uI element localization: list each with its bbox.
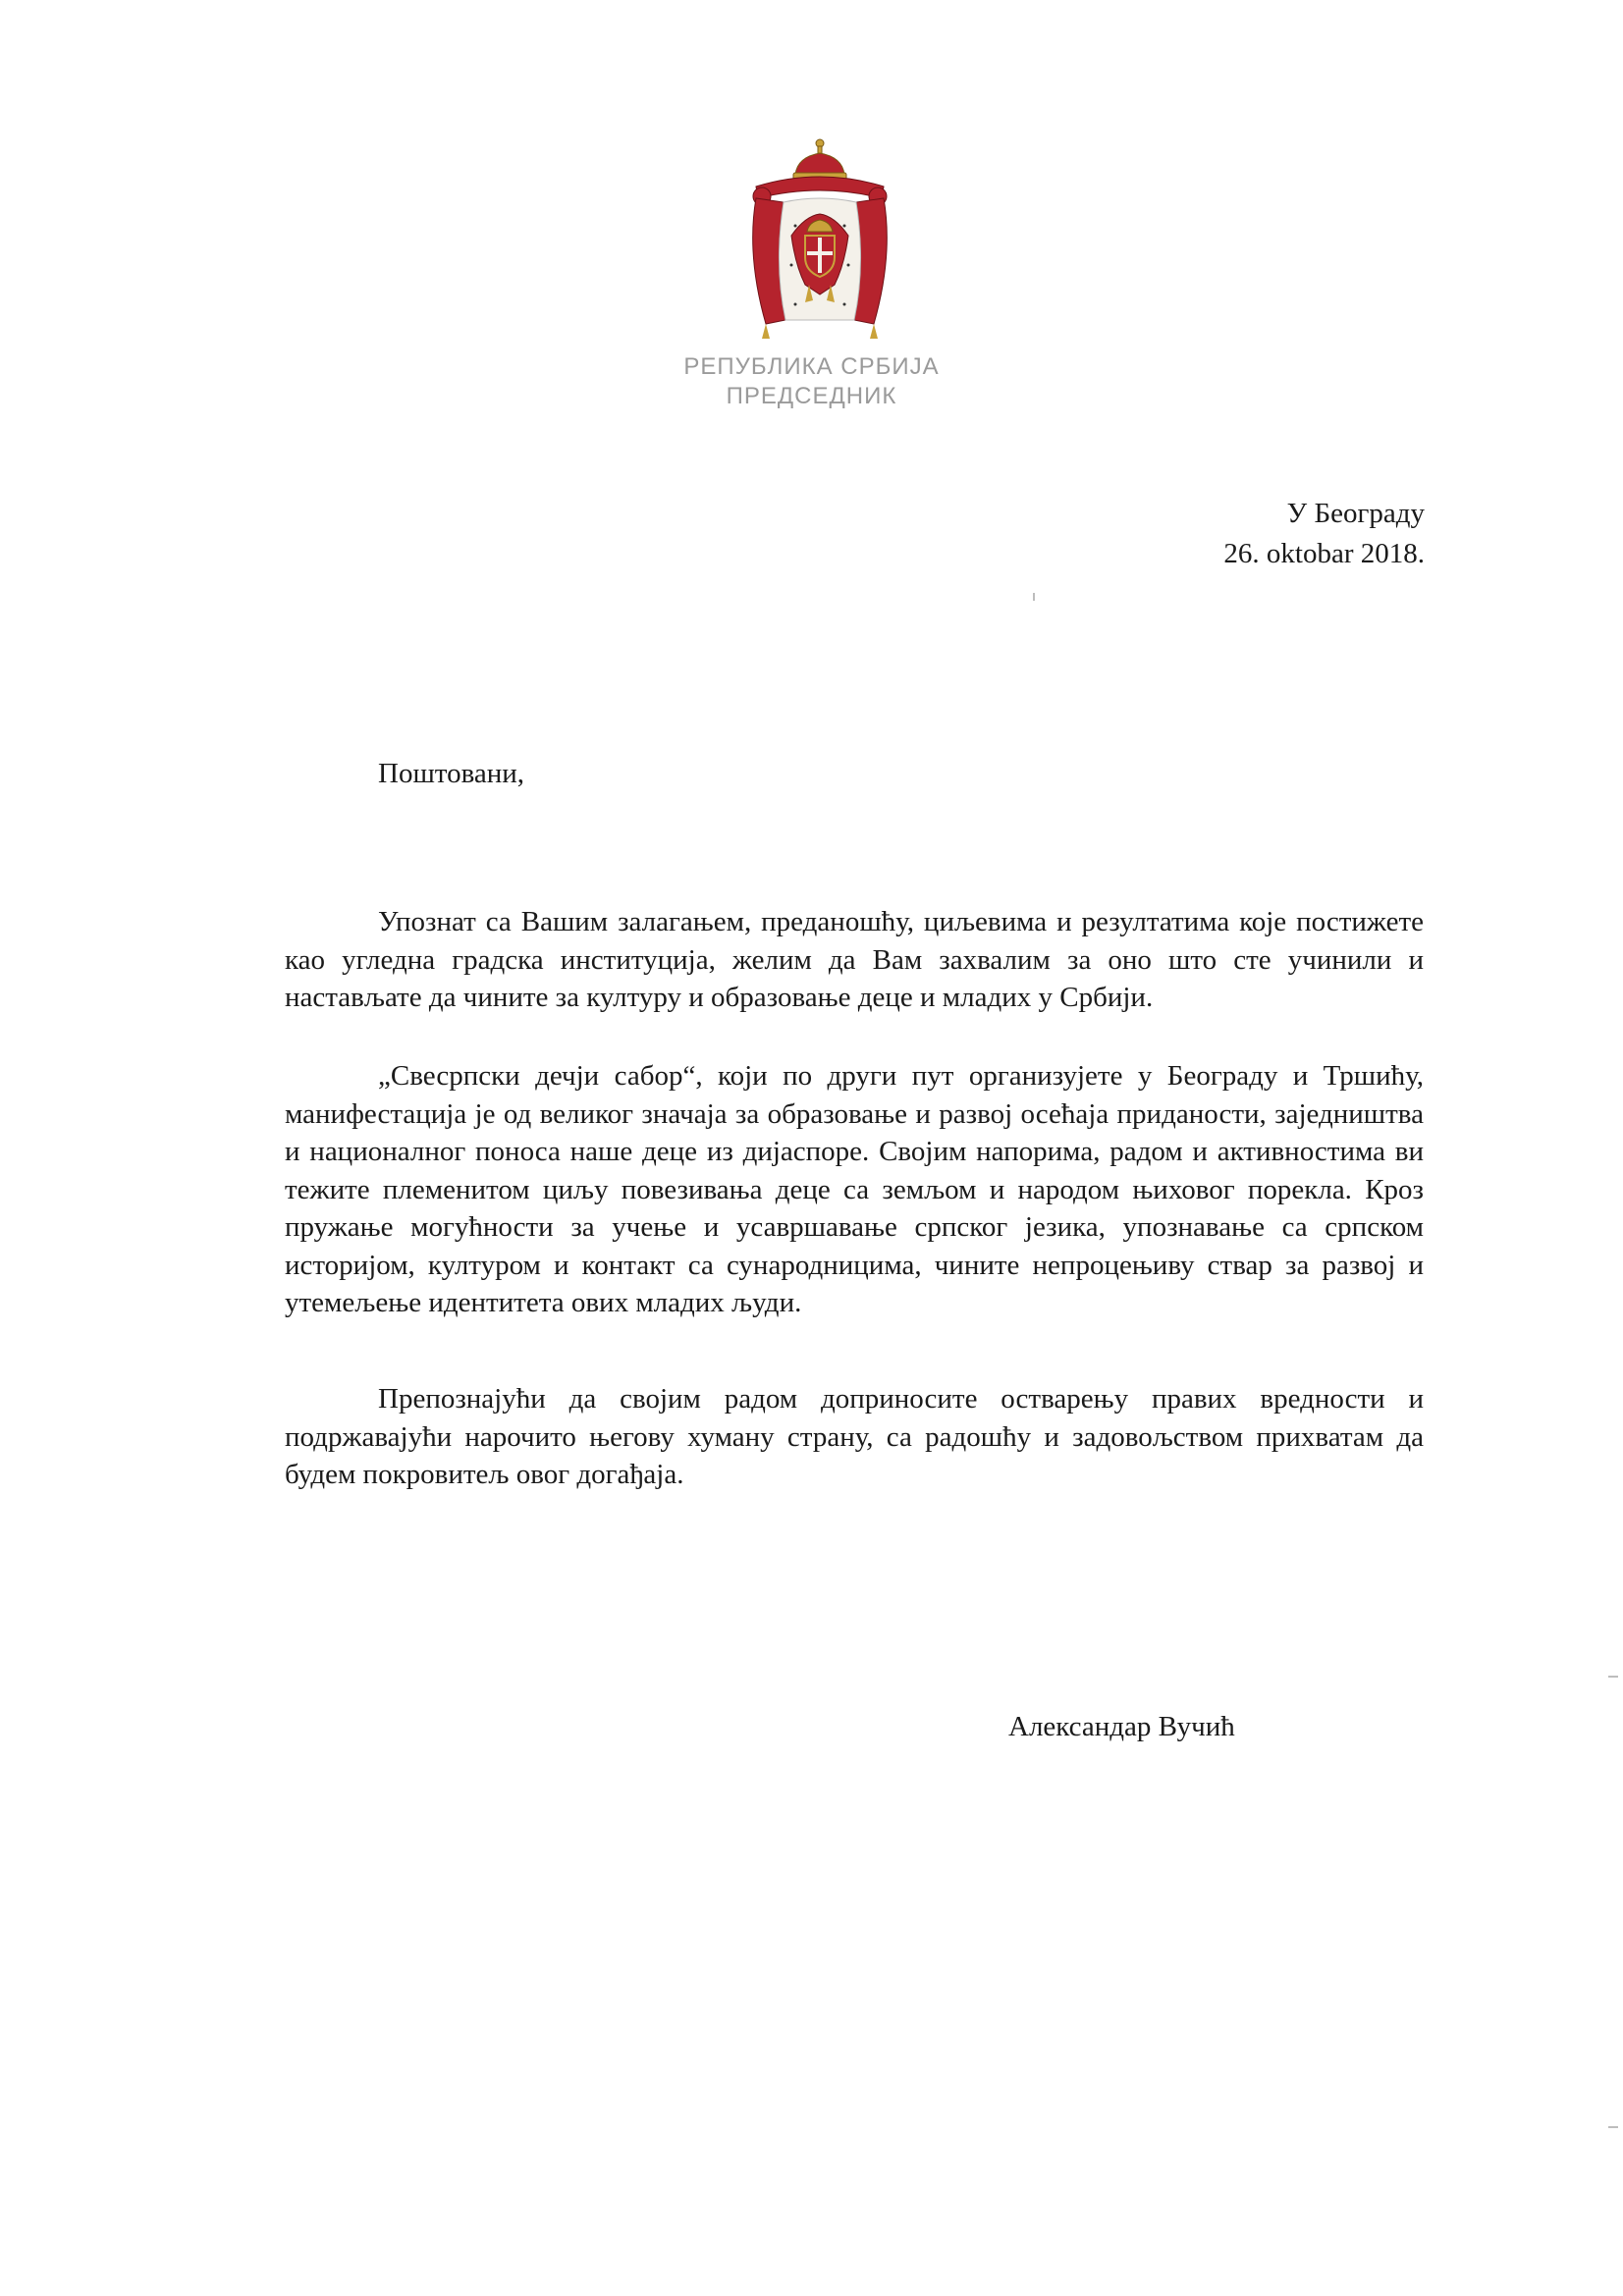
- scan-speck: [1033, 593, 1035, 601]
- letter-place: У Београду: [1286, 498, 1425, 529]
- body-paragraph-1: Упознат са Вашим залагањем, преданошћу, циљевима и резултатима које постижете као угледна градска институција, желим да Вам захвалим за оно што сте учинили и настављате да чините за културу и образовање деце и младих у Србији.: [285, 906, 1424, 1013]
- letterhead-office: ПРЕДСЕДНИК: [726, 383, 897, 409]
- signature-name: Александар Вучић: [1008, 1711, 1235, 1742]
- body-paragraph-3: Препознајући да својим радом доприносите остварењу правих вредности и подржавајући нарочито његову хуману страну, са радошћу и задовољством прихватам да будем покровитељ овог догађаја.: [285, 1383, 1424, 1490]
- serbian-coat-of-arms-icon: [727, 137, 913, 344]
- letter-date: 26. oktobar 2018.: [1223, 538, 1425, 569]
- letter-salutation: Поштовани,: [378, 758, 525, 789]
- letterhead-country: РЕПУБЛИКА СРБИЈА: [683, 353, 940, 380]
- body-paragraph-2: „Свесрпски дечји сабор“, који по други пут организујете у Београду и Тршићу, манифестација је од великог значаја за образовање и развој осећаја приданости, заједништва и националног поноса наше деце из дијаспоре. Својим напорима, радом и активностима ви тежите племенитом циљу повезивања деце са земљом и народом њиховог порекла. Кроз пружање могућности за учење и усавршавање српског језика, упознавање са српском историјом, културом и контакт са сународницима, чините непроцењиву ствар за развој и утемељење идентитета ових младих људи.: [285, 1060, 1424, 1318]
- scan-speck: [1608, 1676, 1618, 1678]
- scan-speck: [1608, 2126, 1618, 2128]
